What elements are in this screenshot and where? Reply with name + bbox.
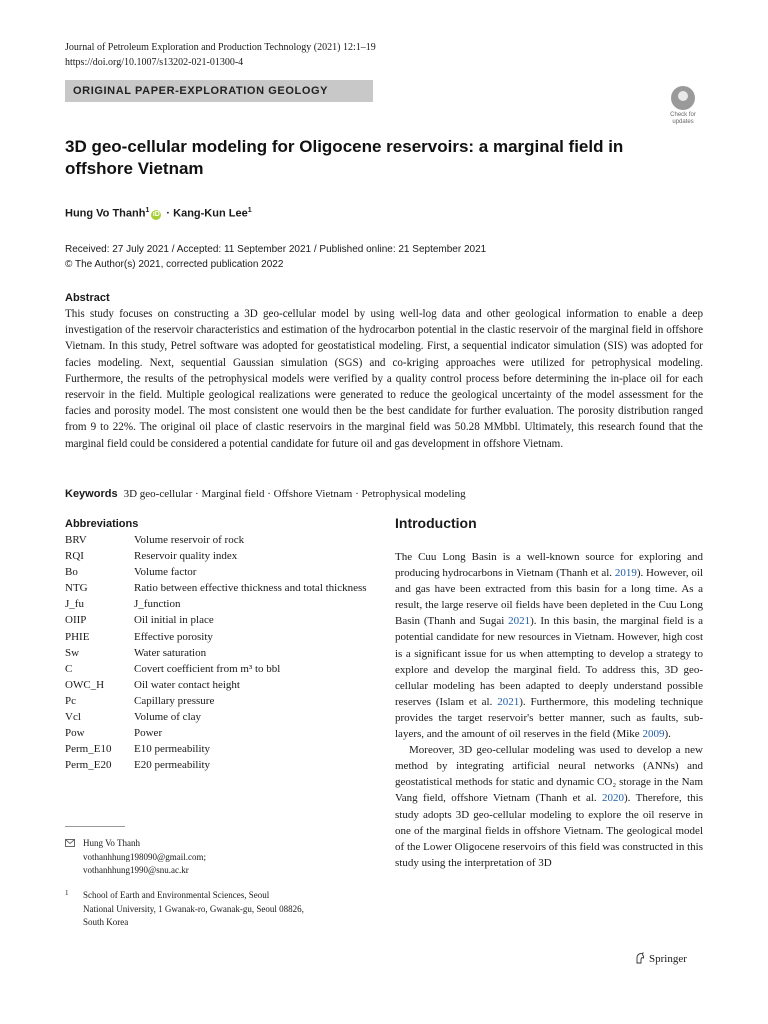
abbr-row: Pc Capillary pressure	[65, 694, 215, 707]
citation-link[interactable]: 2019	[614, 567, 637, 580]
citation-link[interactable]: 2009	[642, 728, 665, 741]
abbr-row: C Covert coefficient from m³ to bbl	[65, 662, 281, 675]
abbreviations-table	[65, 532, 375, 773]
abstract-text: This study focuses on constructing a 3D geo-cellular model by using well-log data and other geological information to enable a deep investigation of the reservoir characteristics and estimation of the hydrocarbon potential in the clastic reservoir of the marginal field in offshore Vietnam. In this study, Petrel software was adopted for geostatistical modeling. First, a sequential indicator simulation (SIS) was adopted for facies modeling. Next, sequential Gaussian simulation (SGS) and co-kriging approaches were utilized for petrophysical modeling. Furthermore, the results of the petrophysical models were verified by a quality control process before determining the in-place oil for each reservoir in the field. Multiple geological realizations were generated to reduce the geological uncertainty of the model assessment for the facies and porosity model. The most consistent one would then be the best candidate for further evaluation. The porosity distribution ranged from 9 to 22%. The original oil place of clastic reservoirs in the marginal field was 50.28 MMbbl. Ultimately, this research found that the marginal field could be considered a potential candidate for future oil and gas development in offshore Vietnam.	[65, 308, 703, 450]
correspondence-email-1[interactable]: vothanhhung198090@gmail.com;	[83, 851, 207, 862]
abbr-row: Bo Volume factor	[65, 566, 197, 579]
affiliation-line: South Korea	[83, 917, 129, 927]
abbr-row: J_fu J_function	[65, 598, 181, 611]
publisher-logo	[634, 952, 687, 966]
keywords-list: 3D geo-cellular · Marginal field · Offshore Vietnam · Petrophysical modeling	[123, 488, 466, 500]
affiliation-line: School of Earth and Environmental Sciences, Seoul	[83, 890, 270, 900]
citation-link[interactable]: 2021	[508, 615, 531, 628]
check-updates-text: Check for updates	[670, 112, 696, 125]
author-1[interactable]: Hung Vo Thanh	[65, 207, 146, 220]
abbr-row: Sw Water saturation	[65, 646, 207, 659]
publisher-name: Springer	[649, 953, 687, 965]
citation-link[interactable]: 2021	[497, 695, 520, 708]
introduction-heading: Introduction	[395, 515, 477, 531]
affiliation-number: 1	[65, 889, 69, 897]
abbreviations-heading: Abbreviations	[65, 518, 139, 530]
author-separator: ·	[163, 207, 174, 220]
abbr-row: Perm_E20 E20 permeability	[65, 759, 211, 772]
author-1-affil: 1	[145, 207, 150, 214]
footnote-rule	[65, 826, 125, 827]
abbr-row: NTG Ratio between effective thickness and total thickness	[65, 582, 367, 595]
introduction-body	[395, 549, 703, 871]
copyright-line: © The Author(s) 2021, corrected publication 2022	[65, 259, 284, 270]
correspondence-email-2[interactable]: vothanhhung1990@snu.ac.kr	[83, 865, 189, 875]
abbr-row: Vcl Volume of clay	[65, 711, 202, 724]
article-title: 3D geo-cellular modeling for Oligocene reservoirs: a marginal field in offshore Vietnam	[65, 137, 624, 178]
check-updates-icon	[671, 86, 695, 110]
abstract-heading: Abstract	[65, 292, 110, 304]
history-dates: Received: 27 July 2021 / Accepted: 11 September 2021 / Published online: 21 September 2021	[65, 244, 487, 255]
orcid-icon[interactable]: iD	[152, 210, 160, 218]
keywords-label: Keywords	[65, 488, 118, 500]
abbr-row: Perm_E10 E10 permeability	[65, 743, 211, 756]
abbr-row: OWC_H Oil water contact height	[65, 678, 240, 691]
check-for-updates-badge[interactable]	[666, 86, 700, 126]
publication-dates	[65, 242, 486, 272]
intro-paragraph-2: Moreover, 3D geo-cellular modeling was used to develop a new method by integrating artificial neural networks (ANNs) and geostatistical methods for static and dynamic CO₂ storage in the Nam Vang field, offshore Vietnam (Thanh et al. 2020). Therefore, this study adopts 3D geo-cellular modeling to explore the oil reserve in one of the marginal fields in offshore Vietnam. The geological model of the Lower Oligocene reservoirs of this field was constructed in this study using the interpretation of 3D	[395, 744, 703, 869]
correspondence-note	[65, 837, 365, 878]
keywords	[65, 486, 466, 502]
affiliation-note	[65, 889, 365, 930]
abbr-row: OIIP Oil initial in place	[65, 614, 214, 627]
springer-horse-icon	[634, 952, 646, 964]
intro-paragraph-1: The Cuu Long Basin is a well-known source for exploring and producing hydrocarbons in Vietnam (Thanh et al. 2019). However, oil and gas have been extracted from this basin for a long time. As a result, the large reserve oil fields have been depleted in the Cuu Long Basin (Thanh and Sugai 2021). In this basin, the marginal field is a potential candidate for new resources in Vietnam. However, high cost is a significant issue for us when attempting to develop a strategy to explore and develop the marginal field. To address this, 3D geo-cellular modeling has been adapted to deeply understand possible reserves (Islam et al. 2021). Furthermore, this modeling technique provides the target reservoir's better manner, such as faults, sub-layers, and the amount of oil reserves in the field (Mike 2009).	[395, 551, 703, 741]
journal-header	[65, 40, 376, 70]
correspondence-name: Hung Vo Thanh	[83, 838, 141, 848]
journal-citation: Journal of Petroleum Exploration and Production Technology (2021) 12:1–19	[65, 42, 376, 53]
affiliation-line: National University, 1 Gwanak-ro, Gwanak-gu, Seoul 08826,	[83, 903, 304, 914]
doi-link[interactable]: https://doi.org/10.1007/s13202-021-01300-4	[65, 57, 244, 68]
author-2-affil: 1	[247, 207, 252, 214]
abbr-row: BRV Volume reservoir of rock	[65, 534, 245, 546]
citation-link[interactable]: 2020	[602, 792, 625, 805]
abbr-row: PHIE Effective porosity	[65, 630, 213, 643]
author-2[interactable]: Kang-Kun Lee	[173, 207, 248, 220]
article-type-banner: ORIGINAL PAPER-EXPLORATION GEOLOGY	[65, 80, 373, 102]
author-list	[65, 203, 252, 222]
envelope-icon	[65, 839, 75, 847]
abbr-row: RQI Reservoir quality index	[65, 550, 238, 563]
abbr-row: Pow Power	[65, 727, 163, 740]
